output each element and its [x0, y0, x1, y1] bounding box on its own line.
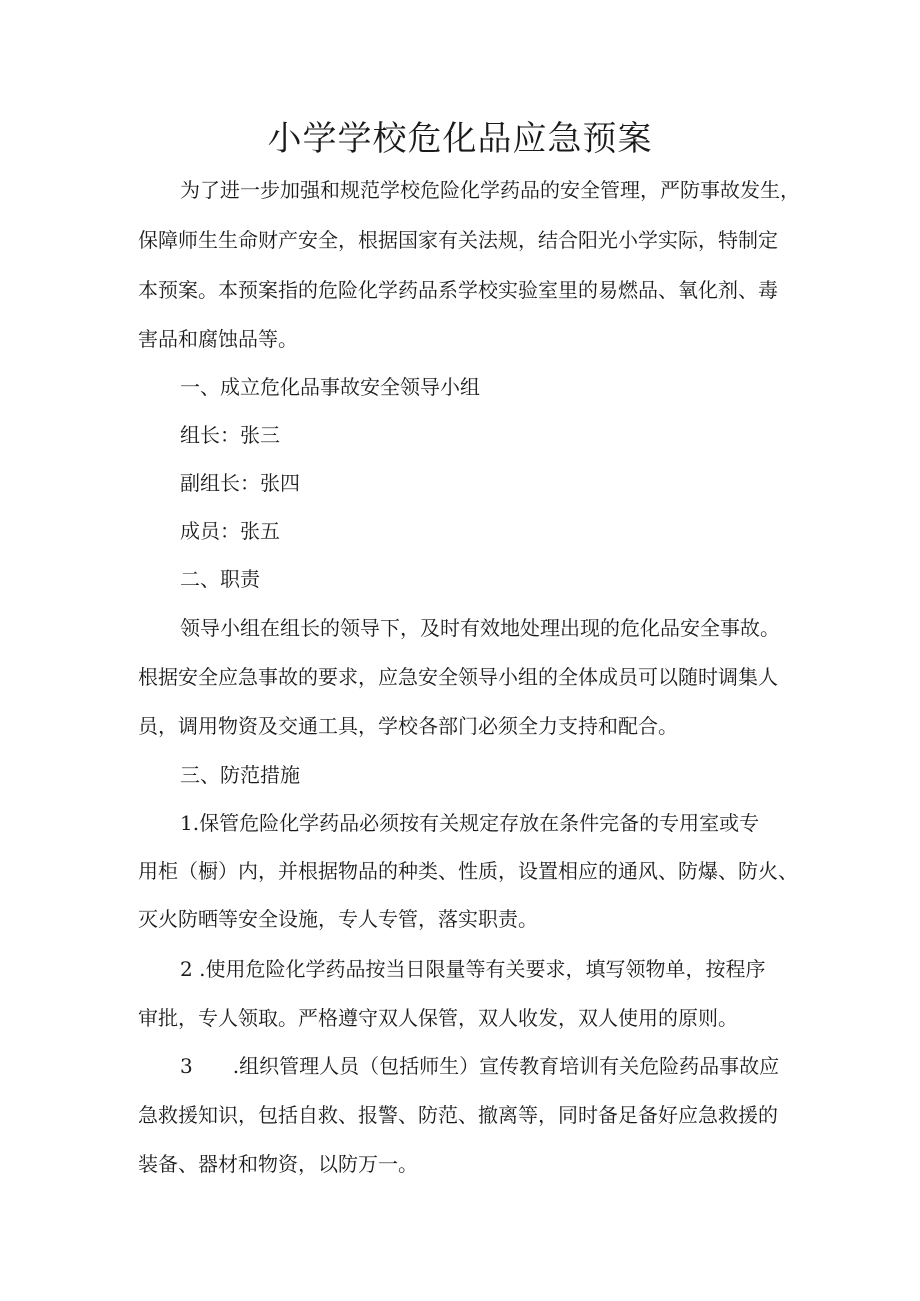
- measure-2-line-2: 审批，专人领取。严格遵守双人保管，双人收发，双人使用的原则。: [138, 1006, 738, 1030]
- team-leader: 组长：张三: [180, 423, 280, 447]
- measure-1-line-2: 用柜（橱）内，并根据物品的种类、性质，设置相应的通风、防爆、防火、: [138, 859, 798, 883]
- measure-2-line-1: 2 .使用危险化学药品按当日限量等有关要求，填写领物单，按程序: [180, 957, 766, 981]
- measure-1-line-3: 灭火防晒等安全设施，专人专管，落实职责。: [138, 907, 538, 931]
- section-3-heading: 三、防范措施: [180, 763, 300, 787]
- duties-line-1: 领导小组在组长的领导下，及时有效地处理出现的危化品安全事故。: [180, 616, 780, 640]
- document-title: 小学学校危化品应急预案: [267, 119, 653, 159]
- duties-line-3: 员，调用物资及交通工具，学校各部门必须全力支持和配合。: [138, 714, 678, 738]
- measure-3-line-1: 3 .组织管理人员（包括师生）宣传教育培训有关危险药品事故应: [180, 1054, 780, 1078]
- intro-line-4: 害品和腐蚀品等。: [138, 327, 298, 351]
- intro-line-1: 为了进一步加强和规范学校危险化学药品的安全管理，严防事故发生，: [180, 178, 800, 202]
- section-2-heading: 二、职责: [180, 567, 260, 591]
- team-member: 成员：张五: [180, 519, 280, 543]
- intro-line-2: 保障师生生命财产安全，根据国家有关法规，结合阳光小学实际，特制定: [138, 228, 778, 252]
- intro-line-3: 本预案。本预案指的危险化学药品系学校实验室里的易燃品、氧化剂、毒: [138, 278, 778, 302]
- measure-1-line-1: 1.保管危险化学药品必须按有关规定存放在条件完备的专用室或专: [180, 811, 760, 835]
- section-1-heading: 一、成立危化品事故安全领导小组: [180, 375, 480, 399]
- team-deputy: 副组长：张四: [180, 471, 300, 495]
- duties-line-2: 根据安全应急事故的要求，应急安全领导小组的全体成员可以随时调集人: [138, 665, 778, 689]
- measure-3-line-2: 急救援知识，包括自救、报警、防范、撤离等，同时备足备好应急救援的: [138, 1103, 778, 1127]
- measure-3-line-3: 装备、器材和物资，以防万一。: [138, 1152, 418, 1176]
